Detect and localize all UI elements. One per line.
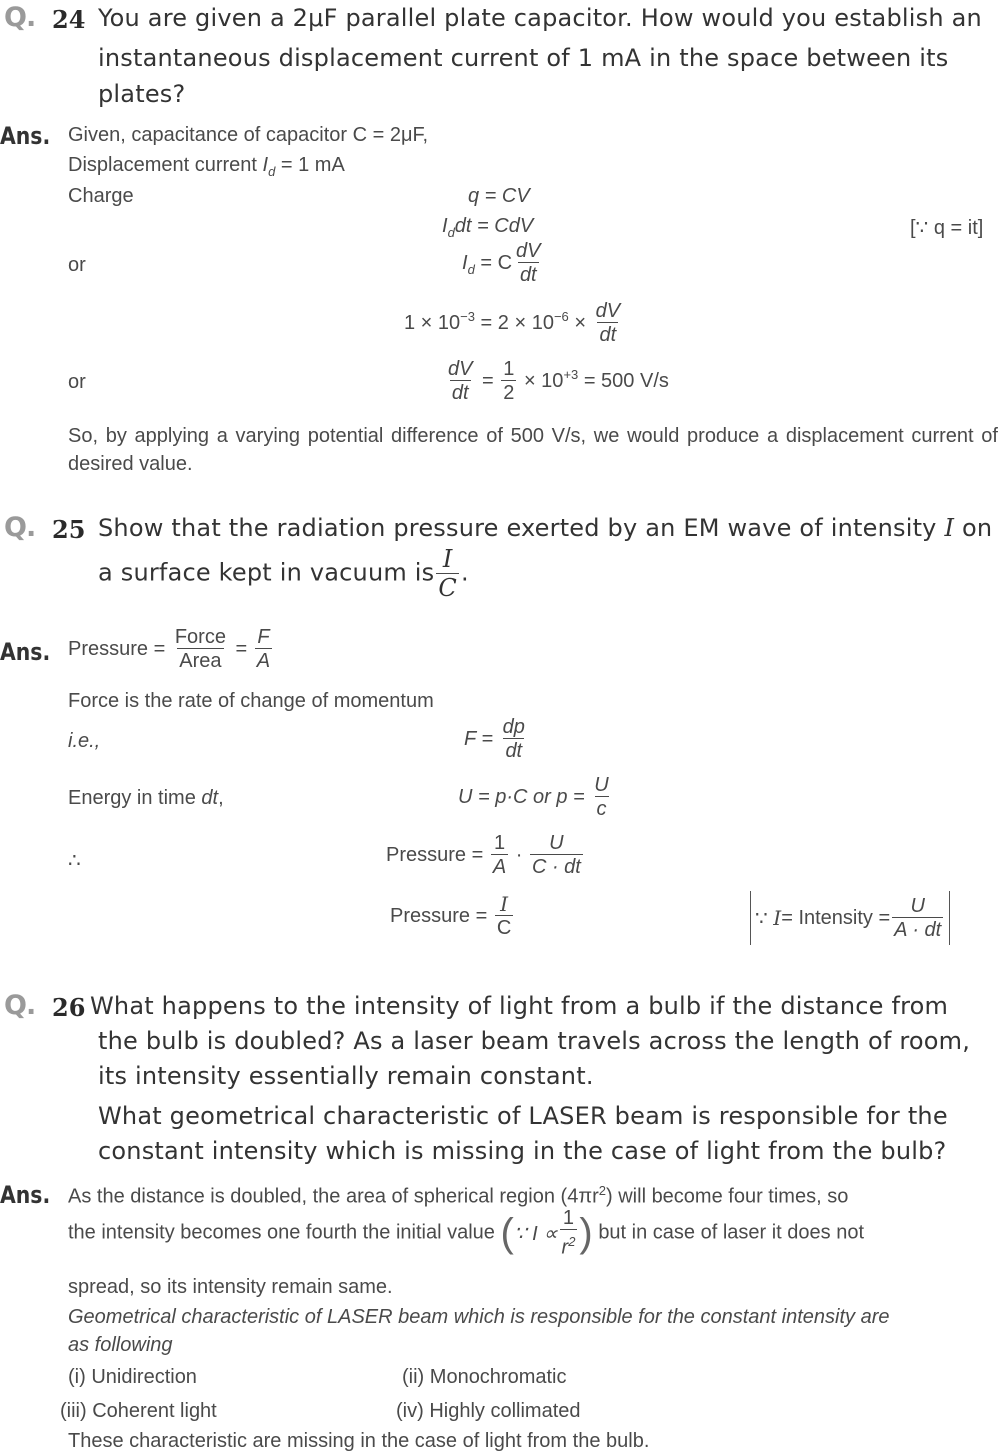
question-text-line: You are given a 2μF parallel plate capacitor. How would you establish an [98,4,982,32]
displacement-line: Displacement current $I_d = 1$ mA [68,154,345,179]
energy-label: Energy in time dt, [68,787,224,809]
question-text-line: What happens to the intensity of light from a bulb if the distance from [90,992,949,1020]
equation-note-q-it: [∵ q = it] [910,217,984,239]
equation-pressure-2: Pressure = $\frac{I}{C}$ [390,892,512,939]
list-item: (iv) Highly collimated [396,1400,581,1422]
answer-conclusion: So, by applying a varying potential difference of 500 V/s, we would produce a displacement current of desired value. [68,425,998,475]
question-text-line: a surface kept in vacuum is $\frac{I}{C}$ . [98,545,469,602]
proportionality-note: ( ∵ I ∝ $\frac{1}{r^2}$ ) [500,1207,593,1259]
answer-line: spread, so its intensity remain same. [68,1276,393,1298]
question-text-line: its intensity essentially remain constant. [98,1062,594,1090]
question-text-line: Show that the radiation pressure exerted by an EM wave of intensity I on [98,514,993,542]
equation-result: $\frac{dV}{dt}$ = $\frac{1}{2}$ × $10^{+3} = 500$ V/s [448,358,669,404]
question-text-line: instantaneous displacement current of 1 mA in the space between its [98,44,949,72]
list-item: (i) Unidirection [68,1366,197,1388]
equation-id-dt: $I_ddt$ = CdV [442,215,534,240]
equation-id-cdvdt: $I_d = C$ $\frac{dV}{dt}$ [462,240,541,286]
equation-pressure-1: Pressure = $\frac{1}{A}$ · $\frac{U}{C \cdot dt}$ [386,832,581,878]
question-marker: Q. [4,2,36,33]
question-number: 26 [52,993,86,1022]
equation-substitution: $1 \times 10^{-3} = 2 \times 10^{-6}$ × $\frac{dV}{dt}$ [404,300,621,346]
equation-q-cv: q = CV [468,185,530,207]
pressure-definition: Pressure = $\frac{\text{Force}}{\text{Area}}$ = $\frac{F}{A}$ [68,626,271,672]
italic-statement: Geometrical characteristic of LASER beam which is responsible for the constant intensity are [68,1306,890,1328]
question-number: 24 [52,5,86,34]
question-text-line: plates? [98,80,186,108]
given-line: Given, capacitance of capacitor C = 2μF, [68,124,429,146]
ie-label: i.e., [68,730,101,752]
question-marker: Q. [4,512,36,543]
charge-label: Charge [68,185,134,207]
answer-line: the intensity becomes one fourth the initial value ( ∵ I ∝ $\frac{1}{r^2}$ ) but in case of laser it does not [68,1207,865,1259]
question-number: 25 [52,515,86,544]
force-statement: Force is the rate of change of momentum [68,690,434,712]
therefore-symbol: ∴ [68,850,81,872]
equation-energy: U = p·C or p = $\frac{U}{c}$ [458,774,609,820]
question-marker: Q. [4,990,36,1021]
final-statement: These characteristic are missing in the case of light from the bulb. [68,1430,650,1452]
or-label: or [68,254,86,276]
list-item: (iii) Coherent light [60,1400,217,1422]
question-text-line: What geometrical characteristic of LASER beam is responsible for the [98,1102,948,1130]
question-text-line: the bulb is doubled? As a laser beam travels across the length of room, [98,1027,971,1055]
or-label: or [68,371,86,393]
intensity-note: ∵ I = Intensity = $\frac{U}{A \cdot dt}$ [750,891,950,945]
answer-label: Ans. [0,1181,51,1209]
italic-statement: as following [68,1334,173,1356]
question-text-line: constant intensity which is missing in the case of light from the bulb? [98,1137,947,1165]
list-item: (ii) Monochromatic [402,1366,567,1388]
answer-label: Ans. [0,638,51,666]
answer-label: Ans. [0,122,51,150]
equation-force: F = $\frac{dp}{dt}$ [464,716,525,762]
answer-line: As the distance is doubled, the area of spherical region $(4\pi r^2)$ will become four times, so [68,1183,849,1208]
